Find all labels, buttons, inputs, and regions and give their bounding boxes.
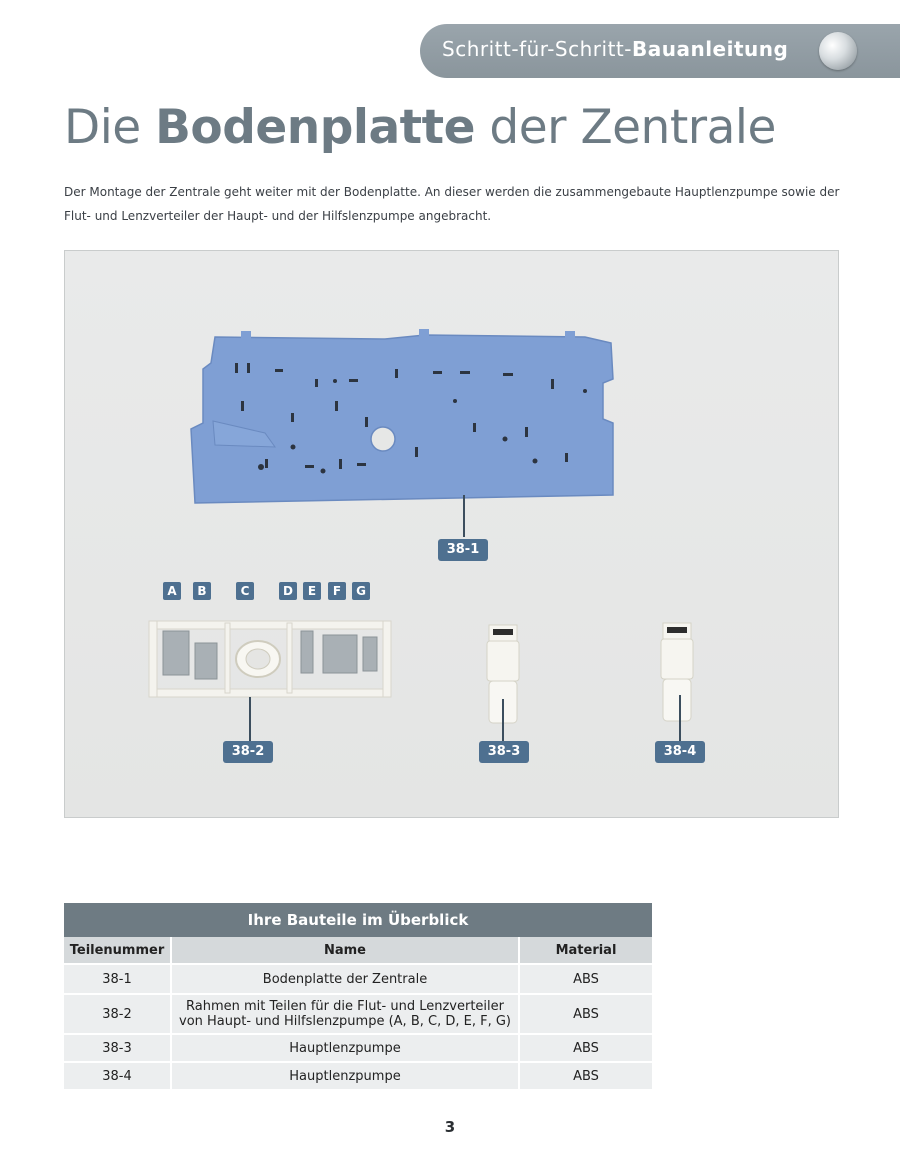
table-header-row (64, 937, 652, 965)
cell-num: 38-2 (64, 995, 172, 1035)
table-row (64, 1063, 652, 1091)
table-row (64, 1035, 652, 1063)
pump-38-4 (661, 623, 693, 721)
part-letter-c: C (236, 582, 254, 600)
cell-material: ABS (520, 1035, 652, 1063)
label-38-4: 38-4 (655, 741, 705, 763)
part-letter-f: F (328, 582, 346, 600)
cell-material: ABS (520, 995, 652, 1035)
page-number: 3 (444, 1118, 456, 1136)
table-row (64, 965, 652, 995)
part-letter-b: B (193, 582, 211, 600)
intro-text: Der Montage der Zentrale geht weiter mit der Bodenplatte. An dieser werden die zusammengebaute Hauptlenzpumpe sowie der Flut- und Lenzverteiler der Haupt- und der Hilfslenzpumpe angebracht. (64, 185, 840, 223)
cell-name: Hauptlenzpumpe (172, 1035, 520, 1063)
part-letter-d: D (279, 582, 297, 600)
globe-icon (819, 32, 857, 70)
cell-name: Hauptlenzpumpe (172, 1063, 520, 1091)
section-banner (420, 24, 900, 78)
cell-material: ABS (520, 965, 652, 995)
parts-table (64, 903, 652, 1091)
cell-num: 38-4 (64, 1063, 172, 1091)
col-header-name: Name (172, 937, 520, 965)
cell-num: 38-3 (64, 1035, 172, 1063)
table-title: Ihre Bauteile im Überblick (64, 903, 652, 937)
col-header-material: Material (520, 937, 652, 965)
cell-num: 38-1 (64, 965, 172, 995)
leader-38-2 (249, 697, 251, 745)
part-letter-g: G (352, 582, 370, 600)
parts-illustration (65, 251, 839, 818)
col-header-num: Teilenummer (64, 937, 172, 965)
base-plate-38-1 (191, 329, 613, 503)
leader-38-1 (463, 495, 465, 537)
label-38-2: 38-2 (223, 741, 273, 763)
banner-title: Schritt-für-Schritt-Bauanleitung (442, 37, 789, 61)
parts-photo (64, 250, 839, 818)
label-38-1: 38-1 (438, 539, 488, 561)
sprue-frame-38-2 (149, 621, 391, 697)
table-row (64, 995, 652, 1035)
cell-material: ABS (520, 1063, 652, 1091)
page-title: Die Bodenplatte der Zentrale (64, 100, 776, 155)
part-letter-a: A (163, 582, 181, 600)
leader-38-3 (502, 699, 504, 743)
part-letter-e: E (303, 582, 321, 600)
cell-name: Rahmen mit Teilen für die Flut- und Lenzverteiler von Haupt- und Hilfslenzpumpe (A, B, C, D, E, F, G) (172, 995, 520, 1035)
label-38-3: 38-3 (479, 741, 529, 763)
leader-38-4 (679, 695, 681, 743)
cell-name: Bodenplatte der Zentrale (172, 965, 520, 995)
